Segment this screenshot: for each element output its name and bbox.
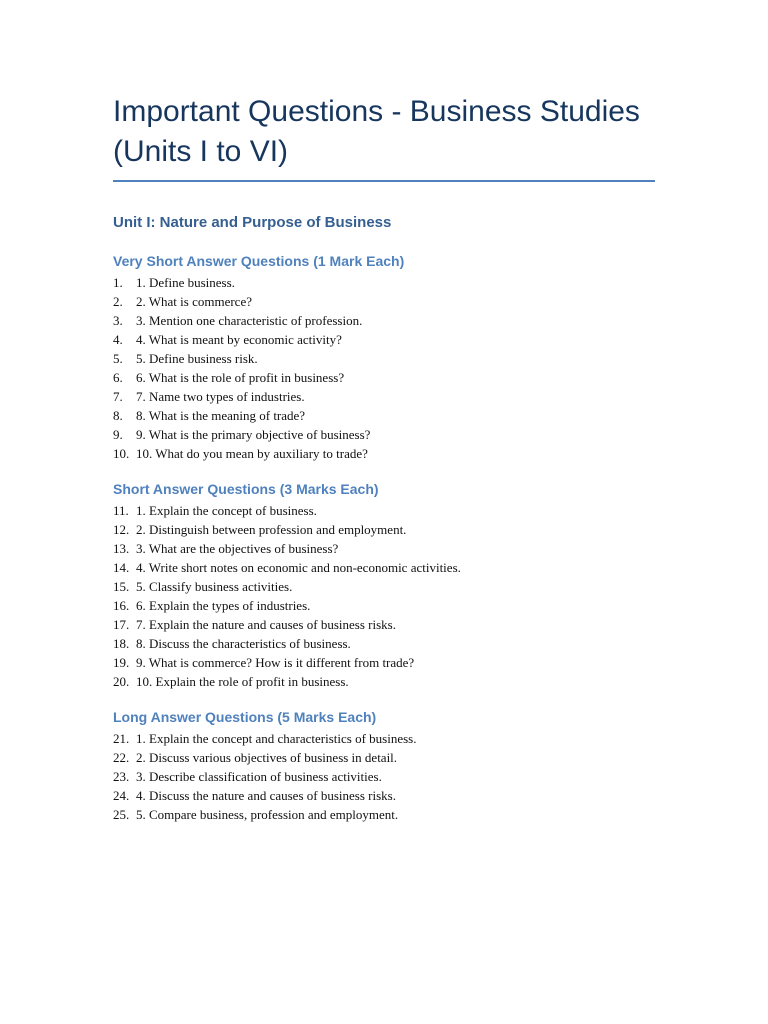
item-number: 15.: [113, 579, 130, 594]
list-item: [113, 330, 370, 349]
list-item: [113, 672, 461, 691]
list-item: [113, 539, 461, 558]
list-item: [113, 273, 370, 292]
item-text: 8. What is the meaning of trade?: [136, 408, 306, 423]
list-item: [113, 387, 370, 406]
item-number: 1.: [113, 275, 123, 290]
item-text: 6. Explain the types of industries.: [136, 598, 311, 613]
item-text: 6. What is the role of profit in business?: [136, 370, 345, 385]
item-number: 23.: [113, 769, 130, 784]
list-item: [113, 805, 417, 824]
section-heading-short: Short Answer Questions (3 Marks Each): [113, 481, 379, 497]
item-text: 1. Explain the concept and characteristics of business.: [136, 731, 417, 746]
item-text: 10. What do you mean by auxiliary to trade?: [136, 446, 368, 461]
list-item: [113, 311, 370, 330]
unit-heading: Unit I: Nature and Purpose of Business: [113, 214, 392, 231]
list-item: [113, 425, 370, 444]
item-text: 8. Discuss the characteristics of business.: [136, 636, 351, 651]
list-item: [113, 786, 417, 805]
item-number: 10.: [113, 446, 130, 461]
item-text: 9. What is the primary objective of business?: [136, 427, 371, 442]
question-list-short: [113, 501, 461, 691]
item-text: 3. Describe classification of business activities.: [136, 769, 382, 784]
item-text: 5. Define business risk.: [136, 351, 258, 366]
item-text: 1. Define business.: [136, 275, 235, 290]
list-item: [113, 748, 417, 767]
item-text: 9. What is commerce? How is it different from trade?: [136, 655, 415, 670]
item-number: 17.: [113, 617, 130, 632]
item-number: 7.: [113, 389, 123, 404]
item-number: 11.: [113, 503, 129, 518]
item-text: 2. Distinguish between profession and employment.: [136, 522, 407, 537]
item-number: 8.: [113, 408, 123, 423]
list-item: [113, 368, 370, 387]
item-number: 9.: [113, 427, 123, 442]
list-item: [113, 406, 370, 425]
item-text: 3. What are the objectives of business?: [136, 541, 339, 556]
list-item: [113, 292, 370, 311]
item-text: 1. Explain the concept of business.: [136, 503, 317, 518]
item-text: 4. Discuss the nature and causes of business risks.: [136, 788, 396, 803]
section-heading-long: Long Answer Questions (5 Marks Each): [113, 709, 377, 725]
item-number: 22.: [113, 750, 130, 765]
item-number: 18.: [113, 636, 130, 651]
item-number: 19.: [113, 655, 130, 670]
list-item: [113, 653, 461, 672]
item-number: 3.: [113, 313, 123, 328]
list-item: [113, 634, 461, 653]
question-list-long: [113, 729, 417, 824]
list-item: [113, 558, 461, 577]
question-list-very-short: [113, 273, 370, 463]
item-number: 6.: [113, 370, 123, 385]
item-number: 13.: [113, 541, 130, 556]
list-item: [113, 767, 417, 786]
item-number: 4.: [113, 332, 123, 347]
item-number: 5.: [113, 351, 123, 366]
list-item: [113, 729, 417, 748]
item-text: 7. Name two types of industries.: [136, 389, 305, 404]
list-item: [113, 444, 370, 463]
section-heading-very-short: Very Short Answer Questions (1 Mark Each): [113, 253, 405, 269]
item-text: 7. Explain the nature and causes of business risks.: [136, 617, 396, 632]
item-number: 24.: [113, 788, 130, 803]
item-text: 2. Discuss various objectives of business in detail.: [136, 750, 398, 765]
list-item: [113, 520, 461, 539]
item-text: 4. Write short notes on economic and non-economic activities.: [136, 560, 461, 575]
list-item: [113, 596, 461, 615]
item-number: 21.: [113, 731, 130, 746]
item-text: 10. Explain the role of profit in business.: [136, 674, 349, 689]
list-item: [113, 349, 370, 368]
item-number: 12.: [113, 522, 130, 537]
item-text: 5. Classify business activities.: [136, 579, 293, 594]
item-text: 2. What is commerce?: [136, 294, 252, 309]
item-text: 4. What is meant by economic activity?: [136, 332, 342, 347]
item-number: 2.: [113, 294, 123, 309]
title-divider: [113, 180, 655, 182]
list-item: [113, 577, 461, 596]
item-number: 25.: [113, 807, 130, 822]
page-title: Important Questions - Business Studies (Units I to VI): [113, 95, 640, 168]
item-number: 20.: [113, 674, 130, 689]
list-item: [113, 501, 461, 520]
list-item: [113, 615, 461, 634]
item-text: 3. Mention one characteristic of profession.: [136, 313, 363, 328]
item-number: 16.: [113, 598, 130, 613]
item-number: 14.: [113, 560, 130, 575]
item-text: 5. Compare business, profession and employment.: [136, 807, 399, 822]
